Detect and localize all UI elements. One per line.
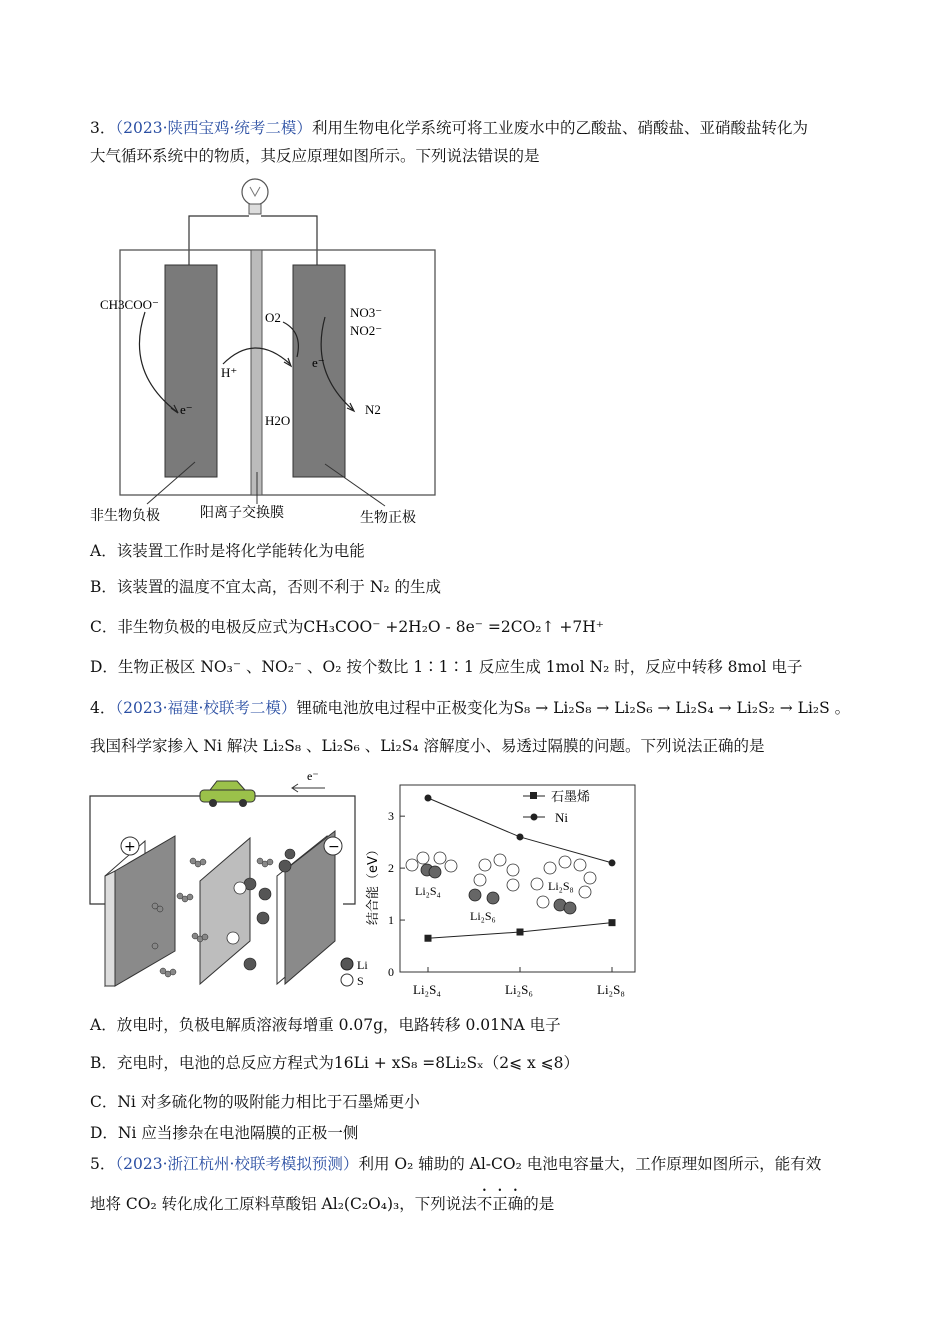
legend-graphene-marker [530,792,537,799]
chart-ylabel: 结合能（eV） [366,843,381,925]
legend-ni-label: Ni [555,810,568,825]
oxygen-label: O2 [265,310,281,325]
negative-electrode [165,265,217,477]
q3-number: 3． [90,119,116,137]
x-tick-label: Li₂S₈ [597,982,625,997]
ni-data-point [517,833,524,840]
membrane-label: 阳离子交换膜 [200,505,284,521]
y-tick-label: 3 [388,809,394,824]
q4-number: 4． [90,699,116,717]
nitrite-label: NO2⁻ [350,323,383,338]
electron-right-label: e⁻ [312,355,325,370]
nitrogen-label: N2 [365,402,381,417]
q4-option-b: B．充电时，电池的总反应方程式为16Li + xS₈ =8Li₂Sₓ（2⩽ x ⩽8） [90,1054,580,1072]
electron-left-label: e⁻ [180,402,193,417]
legend-graphene-label: 石墨烯 [551,790,591,805]
legend-ni-marker [531,814,538,821]
cation-exchange-membrane [251,250,262,495]
q3-figure [85,172,455,532]
q3-stem-text: 利用生物电化学系统可将工业废水中的乙酸盐、硝酸盐、亚硝酸盐转化为 [311,119,808,137]
q3-stem-line1 [90,118,808,138]
q5-stem-text-c: 的是 [523,1195,555,1213]
ni-series-line [428,798,612,863]
q4-option-a: A．放电时，负极电解质溶液每增重 0.07g，电路转移 0.01NA 电子 [90,1016,561,1034]
y-tick-label: 1 [388,913,394,928]
negative-electrode-label: 非生物负极 [90,508,160,524]
q4-battery-figure [85,766,375,996]
graphene-data-point [425,935,432,942]
positive-electrode [293,265,345,477]
water-label: H2O [265,413,291,428]
q4-binding-energy-chart [365,780,640,1002]
electron-flow-label: e⁻ [307,769,319,783]
legend-s-label: S [357,974,364,988]
ni-data-point [425,794,432,801]
legend-li-label: Li [357,958,368,972]
positive-terminal-sign: + [124,839,136,855]
q4-option-d: D．Ni 应当掺杂在电池隔膜的正极一侧 [90,1124,359,1142]
li2s6-cluster-label: Li₂S₆ [470,909,496,923]
q4-option-c: C．Ni 对多硫化物的吸附能力相比于石墨烯更小 [90,1093,420,1111]
q4-stem-line2: 我国科学家掺入 Ni 解决 Li₂S₈ 、Li₂S₆ 、Li₂S₄ 溶解度小、易透过隔膜的问题。下列说法正确的是 [90,737,765,755]
q5-source: （2023·浙江杭州·校联考模拟预测） [115,1155,359,1173]
q5-stem-text: 利用 O₂ 辅助的 Al-CO₂ 电池电容量大，工作原理如图所示，能有效 [358,1155,822,1173]
q5-stem-text-a: 地将 CO₂ 转化成化工原料草酸铝 Al₂(C₂O₄)₃，下列说法 [90,1195,477,1213]
y-tick-label: 0 [388,965,394,979]
x-tick-label: Li₂S₆ [505,982,533,997]
negative-terminal-sign: − [328,839,340,855]
q3-source: （2023·陕西宝鸡·统考二模） [115,119,312,137]
q5-emphasis-not-correct: 不正确 [476,1195,524,1213]
proton-label: H⁺ [221,365,238,380]
q4-stem-text: 锂硫电池放电过程中正极变化为S₈ → Li₂S₈ → Li₂S₆ → Li₂S₄ → Li₂S₂ → Li₂S 。 [296,699,851,717]
light-bulb-icon [242,179,268,214]
q4-source: （2023·福建·校联考二模） [115,699,297,717]
q5-number: 5． [90,1155,116,1173]
q3-stem-line2: 大气循环系统中的物质，其反应原理如图所示。下列说法错误的是 [90,147,540,165]
q5-stem-line2 [90,1186,554,1214]
graphene-data-point [517,929,524,936]
q4-stem-line1 [90,698,850,718]
car-icon [200,781,255,807]
q5-stem-line1 [90,1154,821,1174]
q3-option-d: D．生物正极区 NO₃⁻ 、NO₂⁻ 、O₂ 按个数比 1∶1∶1 反应生成 1mol N₂ 时，反应中转移 8mol 电子 [90,658,803,676]
positive-electrode-label: 生物正极 [360,510,416,526]
nitrate-label: NO3⁻ [350,305,383,320]
q3-option-a: A．该装置工作时是将化学能转化为电能 [90,542,365,560]
acetate-label: CH3COO⁻ [100,297,159,312]
q3-option-b: B．该装置的温度不宜太高，否则不利于 N₂ 的生成 [90,578,442,596]
ni-data-point [609,859,616,866]
x-tick-label: Li₂S₄ [413,982,441,997]
q3-option-c: C．非生物负极的电极反应式为CH₃COO⁻ +2H₂O - 8e⁻ =2CO₂↑ +7H⁺ [90,618,604,636]
y-tick-label: 2 [388,861,394,876]
li2s8-cluster-label: Li₂S₈ [548,879,574,893]
li2s4-cluster-label: Li₂S₄ [415,884,441,898]
graphene-data-point [609,919,616,926]
